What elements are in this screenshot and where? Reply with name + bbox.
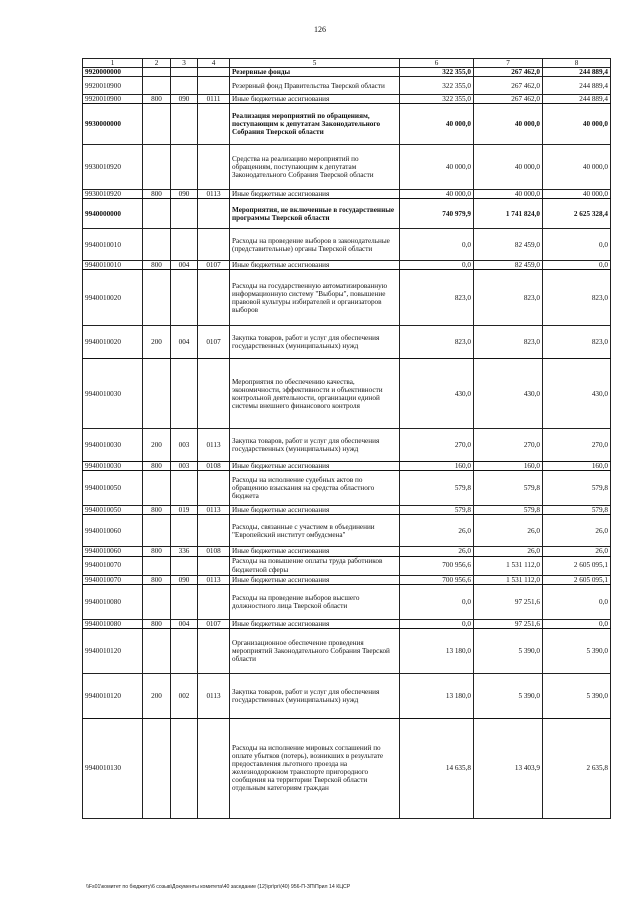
cell-value-8: 2 605 095,1 <box>543 556 611 575</box>
cell-subsection <box>198 556 230 575</box>
cell-group: 800 <box>143 619 171 628</box>
table-row <box>83 145 611 190</box>
cell-section <box>171 359 198 429</box>
cell-name: Иные бюджетные ассигнования <box>230 619 400 628</box>
cell-name: Средства на реализацию мероприятий по обращениям, поступающим к депутатам Законодательного Собрания Тверской области <box>230 145 400 190</box>
cell-name: Расходы на исполнение судебных актов по обращению взыскания на средства областного бюджета <box>230 471 400 506</box>
cell-group <box>143 556 171 575</box>
cell-subsection: 0107 <box>198 261 230 270</box>
table-row <box>83 429 611 462</box>
cell-section <box>171 584 198 619</box>
cell-subsection: 0113 <box>198 506 230 515</box>
cell-code: 9930000000 <box>83 104 143 145</box>
cell-code: 9940010070 <box>83 556 143 575</box>
cell-value-7: 97 251,6 <box>474 584 543 619</box>
cell-subsection <box>198 270 230 326</box>
cell-group <box>143 718 171 818</box>
cell-code: 9940010130 <box>83 718 143 818</box>
cell-value-6: 40 000,0 <box>400 145 474 190</box>
cell-value-8: 26,0 <box>543 515 611 547</box>
cell-value-6: 270,0 <box>400 429 474 462</box>
cell-value-8: 244 889,4 <box>543 68 611 77</box>
cell-value-7: 823,0 <box>474 326 543 359</box>
cell-value-8: 5 390,0 <box>543 673 611 718</box>
cell-section: 003 <box>171 429 198 462</box>
table-row <box>83 506 611 515</box>
cell-subsection <box>198 104 230 145</box>
cell-group <box>143 515 171 547</box>
cell-value-7: 82 459,0 <box>474 229 543 261</box>
cell-name: Закупка товаров, работ и услуг для обеспечения государственных (муниципальных) нужд <box>230 429 400 462</box>
cell-code: 9940010080 <box>83 619 143 628</box>
table-row <box>83 190 611 199</box>
cell-name: Мероприятия, не включенные в государственные программы Тверской области <box>230 199 400 229</box>
table-row <box>83 584 611 619</box>
table-row <box>83 270 611 326</box>
table-row <box>83 229 611 261</box>
table-row <box>83 471 611 506</box>
cell-value-7: 13 403,9 <box>474 718 543 818</box>
cell-value-8: 2 625 328,4 <box>543 199 611 229</box>
cell-name: Иные бюджетные ассигнования <box>230 462 400 471</box>
cell-subsection <box>198 145 230 190</box>
cell-value-6: 579,8 <box>400 471 474 506</box>
cell-value-6: 160,0 <box>400 462 474 471</box>
cell-subsection: 0108 <box>198 547 230 556</box>
table-row <box>83 68 611 77</box>
column-header: 4 <box>198 59 230 68</box>
cell-group: 800 <box>143 190 171 199</box>
cell-group: 200 <box>143 326 171 359</box>
cell-section <box>171 104 198 145</box>
cell-section: 002 <box>171 673 198 718</box>
cell-value-6: 823,0 <box>400 326 474 359</box>
budget-table <box>82 58 611 819</box>
cell-name: Иные бюджетные ассигнования <box>230 95 400 104</box>
cell-value-7: 267 462,0 <box>474 95 543 104</box>
cell-value-7: 1 531 112,0 <box>474 575 543 584</box>
table-row <box>83 104 611 145</box>
cell-group <box>143 229 171 261</box>
cell-name: Организационное обеспечение проведения мероприятий Законодательного Собрания Тверской области <box>230 628 400 673</box>
table-row <box>83 718 611 818</box>
cell-section <box>171 229 198 261</box>
table-row <box>83 77 611 95</box>
cell-name: Реализация мероприятий по обращениям, поступающим к депутатам Законодательного Собрания Тверской области <box>230 104 400 145</box>
cell-group: 800 <box>143 95 171 104</box>
cell-code: 9940010080 <box>83 584 143 619</box>
cell-name: Расходы на повышение оплаты труда работников бюджетной сферы <box>230 556 400 575</box>
cell-subsection <box>198 359 230 429</box>
cell-section: 019 <box>171 506 198 515</box>
column-header: 2 <box>143 59 171 68</box>
table-row <box>83 261 611 270</box>
cell-subsection <box>198 199 230 229</box>
cell-value-7: 82 459,0 <box>474 261 543 270</box>
cell-value-8: 430,0 <box>543 359 611 429</box>
cell-value-6: 0,0 <box>400 584 474 619</box>
cell-name: Иные бюджетные ассигнования <box>230 506 400 515</box>
table-row <box>83 556 611 575</box>
cell-value-8: 579,8 <box>543 471 611 506</box>
cell-code: 9940010030 <box>83 429 143 462</box>
cell-name: Расходы на государственную автоматизированную информационную систему "Выборы", повышение правовой культуры избирателей и организаторов выборов <box>230 270 400 326</box>
cell-value-6: 40 000,0 <box>400 190 474 199</box>
cell-section <box>171 718 198 818</box>
cell-value-8: 5 390,0 <box>543 628 611 673</box>
cell-code: 9920010900 <box>83 95 143 104</box>
cell-code: 9930010920 <box>83 190 143 199</box>
cell-value-6: 0,0 <box>400 229 474 261</box>
cell-value-7: 579,8 <box>474 471 543 506</box>
cell-group <box>143 628 171 673</box>
table-row <box>83 628 611 673</box>
cell-value-8: 823,0 <box>543 326 611 359</box>
cell-value-7: 26,0 <box>474 515 543 547</box>
cell-value-6: 322 355,0 <box>400 77 474 95</box>
cell-code: 9940010020 <box>83 326 143 359</box>
cell-group <box>143 270 171 326</box>
cell-value-6: 700 956,6 <box>400 575 474 584</box>
cell-value-7: 5 390,0 <box>474 673 543 718</box>
table-row <box>83 462 611 471</box>
cell-value-8: 0,0 <box>543 584 611 619</box>
table-row <box>83 575 611 584</box>
cell-name: Расходы на проведение выборов в законодательные (представительные) органы Тверской области <box>230 229 400 261</box>
cell-value-6: 13 180,0 <box>400 673 474 718</box>
table-row <box>83 619 611 628</box>
cell-value-8: 0,0 <box>543 261 611 270</box>
cell-value-8: 270,0 <box>543 429 611 462</box>
cell-value-7: 579,8 <box>474 506 543 515</box>
cell-group <box>143 104 171 145</box>
cell-subsection <box>198 515 230 547</box>
column-header: 5 <box>230 59 400 68</box>
cell-section <box>171 68 198 77</box>
cell-section: 090 <box>171 95 198 104</box>
file-path-footer: \\Fs01\комитет по бюджету\6 созыв\Документы комитета\40 заседание (12)\pr\pr\(40) 956-П-ЗП\Прил 14 КЦСР <box>86 884 351 890</box>
cell-subsection: 0107 <box>198 326 230 359</box>
cell-name: Расходы, связанные с участием в объединении "Европейский институт омбудсмена" <box>230 515 400 547</box>
cell-subsection: 0113 <box>198 575 230 584</box>
cell-section <box>171 471 198 506</box>
cell-name: Иные бюджетные ассигнования <box>230 190 400 199</box>
cell-subsection: 0107 <box>198 619 230 628</box>
cell-code: 9940010010 <box>83 261 143 270</box>
cell-value-8: 0,0 <box>543 229 611 261</box>
cell-subsection <box>198 584 230 619</box>
cell-section <box>171 270 198 326</box>
cell-value-7: 160,0 <box>474 462 543 471</box>
cell-group <box>143 584 171 619</box>
cell-name: Резервные фонды <box>230 68 400 77</box>
cell-code: 9940010030 <box>83 462 143 471</box>
cell-section <box>171 145 198 190</box>
cell-code: 9940010070 <box>83 575 143 584</box>
cell-subsection <box>198 718 230 818</box>
cell-section: 090 <box>171 575 198 584</box>
cell-value-7: 267 462,0 <box>474 68 543 77</box>
cell-value-6: 26,0 <box>400 547 474 556</box>
column-header: 1 <box>83 59 143 68</box>
table-row <box>83 673 611 718</box>
cell-value-8: 26,0 <box>543 547 611 556</box>
column-header: 3 <box>171 59 198 68</box>
column-header: 6 <box>400 59 474 68</box>
cell-value-6: 0,0 <box>400 619 474 628</box>
cell-code: 9920010900 <box>83 77 143 95</box>
cell-value-8: 40 000,0 <box>543 190 611 199</box>
table-row <box>83 199 611 229</box>
table-row <box>83 95 611 104</box>
cell-name: Иные бюджетные ассигнования <box>230 547 400 556</box>
cell-name: Расходы на исполнение мировых соглашений по оплате убытков (потерь), возникших в результате предоставления льготного проезда на железнодорожном транспорте пригородного сообщения на территории Тверской области отдельным категориям граждан <box>230 718 400 818</box>
cell-code: 9940010050 <box>83 506 143 515</box>
cell-value-8: 40 000,0 <box>543 104 611 145</box>
cell-section: 003 <box>171 462 198 471</box>
cell-value-8: 823,0 <box>543 270 611 326</box>
cell-section <box>171 515 198 547</box>
cell-value-8: 2 605 095,1 <box>543 575 611 584</box>
cell-value-6: 823,0 <box>400 270 474 326</box>
cell-section <box>171 628 198 673</box>
cell-value-7: 1 531 112,0 <box>474 556 543 575</box>
table-row <box>83 515 611 547</box>
cell-value-7: 270,0 <box>474 429 543 462</box>
cell-subsection <box>198 628 230 673</box>
cell-subsection: 0113 <box>198 673 230 718</box>
cell-section: 004 <box>171 619 198 628</box>
cell-subsection <box>198 229 230 261</box>
cell-subsection: 0111 <box>198 95 230 104</box>
cell-name: Резервный фонд Правительства Тверской области <box>230 77 400 95</box>
cell-value-8: 40 000,0 <box>543 145 611 190</box>
cell-code: 9930010920 <box>83 145 143 190</box>
cell-section: 004 <box>171 261 198 270</box>
cell-value-6: 740 979,9 <box>400 199 474 229</box>
cell-value-7: 823,0 <box>474 270 543 326</box>
cell-code: 9940010010 <box>83 229 143 261</box>
cell-code: 9940010050 <box>83 471 143 506</box>
cell-group <box>143 471 171 506</box>
cell-value-7: 5 390,0 <box>474 628 543 673</box>
cell-section <box>171 199 198 229</box>
table-row <box>83 326 611 359</box>
cell-group <box>143 77 171 95</box>
cell-code: 9940000000 <box>83 199 143 229</box>
cell-value-7: 1 741 824,0 <box>474 199 543 229</box>
cell-value-8: 2 635,8 <box>543 718 611 818</box>
cell-value-7: 97 251,6 <box>474 619 543 628</box>
cell-subsection: 0108 <box>198 462 230 471</box>
cell-group: 200 <box>143 673 171 718</box>
cell-section: 336 <box>171 547 198 556</box>
cell-value-6: 14 635,8 <box>400 718 474 818</box>
cell-value-6: 40 000,0 <box>400 104 474 145</box>
cell-section <box>171 77 198 95</box>
cell-subsection <box>198 471 230 506</box>
cell-group: 200 <box>143 429 171 462</box>
cell-value-8: 244 889,4 <box>543 95 611 104</box>
cell-value-8: 244 889,4 <box>543 77 611 95</box>
column-header: 7 <box>474 59 543 68</box>
cell-group: 800 <box>143 575 171 584</box>
cell-subsection: 0113 <box>198 190 230 199</box>
table-row <box>83 547 611 556</box>
cell-group <box>143 199 171 229</box>
cell-code: 9940010020 <box>83 270 143 326</box>
cell-value-7: 40 000,0 <box>474 145 543 190</box>
page-number: 126 <box>314 25 326 34</box>
cell-value-7: 430,0 <box>474 359 543 429</box>
cell-value-6: 322 355,0 <box>400 68 474 77</box>
cell-name: Иные бюджетные ассигнования <box>230 261 400 270</box>
cell-name: Закупка товаров, работ и услуг для обеспечения государственных (муниципальных) нужд <box>230 673 400 718</box>
cell-group: 800 <box>143 261 171 270</box>
cell-group: 800 <box>143 506 171 515</box>
cell-value-6: 13 180,0 <box>400 628 474 673</box>
cell-group: 800 <box>143 547 171 556</box>
table-row <box>83 359 611 429</box>
cell-section <box>171 556 198 575</box>
cell-code: 9940010030 <box>83 359 143 429</box>
cell-value-6: 322 355,0 <box>400 95 474 104</box>
cell-section: 004 <box>171 326 198 359</box>
cell-value-7: 40 000,0 <box>474 190 543 199</box>
cell-value-6: 430,0 <box>400 359 474 429</box>
cell-code: 9940010120 <box>83 628 143 673</box>
cell-value-8: 579,8 <box>543 506 611 515</box>
cell-subsection <box>198 68 230 77</box>
cell-code: 9940010060 <box>83 515 143 547</box>
cell-name: Расходы на проведение выборов высшего должностного лица Тверской области <box>230 584 400 619</box>
cell-value-6: 0,0 <box>400 261 474 270</box>
cell-subsection <box>198 77 230 95</box>
cell-subsection: 0113 <box>198 429 230 462</box>
cell-value-7: 40 000,0 <box>474 104 543 145</box>
cell-value-6: 700 956,6 <box>400 556 474 575</box>
cell-code: 9940010060 <box>83 547 143 556</box>
column-header: 8 <box>543 59 611 68</box>
cell-value-6: 579,8 <box>400 506 474 515</box>
cell-group <box>143 68 171 77</box>
cell-section: 090 <box>171 190 198 199</box>
table-header-row <box>83 59 611 68</box>
cell-name: Мероприятия по обеспечению качества, экономичности, эффективности и объективности контрольной деятельности, организации единой системы внешнего финансового контроля <box>230 359 400 429</box>
cell-code: 9920000000 <box>83 68 143 77</box>
cell-code: 9940010120 <box>83 673 143 718</box>
cell-group <box>143 359 171 429</box>
cell-value-7: 26,0 <box>474 547 543 556</box>
cell-value-6: 26,0 <box>400 515 474 547</box>
cell-value-8: 160,0 <box>543 462 611 471</box>
cell-name: Закупка товаров, работ и услуг для обеспечения государственных (муниципальных) нужд <box>230 326 400 359</box>
cell-group <box>143 145 171 190</box>
cell-value-8: 0,0 <box>543 619 611 628</box>
cell-name: Иные бюджетные ассигнования <box>230 575 400 584</box>
cell-group: 800 <box>143 462 171 471</box>
cell-value-7: 267 462,0 <box>474 77 543 95</box>
